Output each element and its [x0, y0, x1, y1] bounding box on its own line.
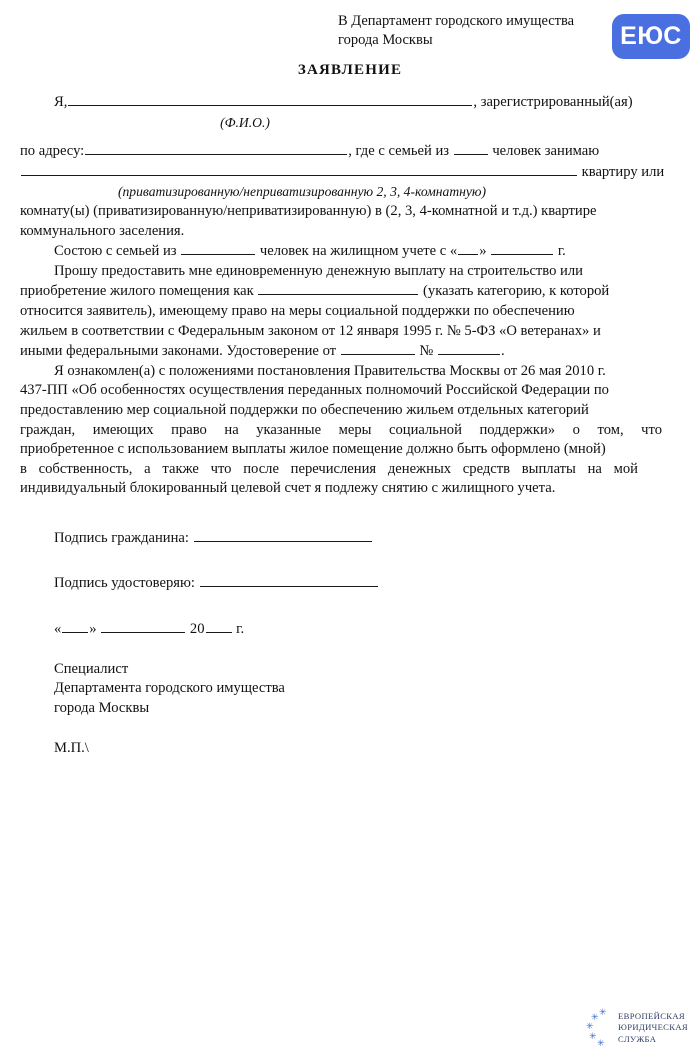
- registered-suffix: , зарегистрированный(ая): [473, 94, 633, 110]
- footer-line-3: СЛУЖБА: [618, 1033, 657, 1044]
- privatization-caption: (приватизированную/неприватизированную 2, 3, 4-комнатную): [117, 184, 487, 200]
- acknowledge-line-5: приобретенное с использованием выплаты жилое помещение должно быть оформлено (мной): [20, 441, 606, 458]
- registration-date-blank[interactable]: [491, 241, 553, 255]
- date-month-blank[interactable]: [101, 619, 185, 633]
- footer-line-2: ЮРИДИЧЕСКАЯ: [618, 1022, 688, 1033]
- certify-signature-row: [54, 573, 680, 594]
- request-line-1: Прошу предоставить мне единовременную денежную выплату на строительство или: [54, 262, 583, 279]
- request-line-4: жильем в соответствии с Федеральным законом от 12 января 1995 г. № 5-ФЗ «О ветеранах» и: [20, 322, 601, 339]
- applicant-name-line: [20, 92, 680, 113]
- request-line-3: относится заявитель), имеющему право на меры социальной поддержки по обеспечению: [20, 302, 575, 319]
- acknowledge-line-7: индивидуальный блокированный целевой счет я подлежу снятию с жилищного учета.: [20, 480, 556, 497]
- address-line: [20, 141, 680, 162]
- registration-year-suffix: г.: [557, 243, 566, 260]
- signature-block: [54, 528, 680, 640]
- apartment-type-blank[interactable]: [21, 162, 577, 176]
- address-label: по адресу:: [20, 143, 85, 160]
- stars-arc-icon: [586, 1008, 612, 1048]
- certificate-period: .: [500, 343, 505, 360]
- acknowledge-line-3: предоставлению мер социальной поддержки по обеспечению жильем отдельных категорий: [20, 401, 589, 418]
- apartment-type-line: [20, 162, 680, 183]
- acknowledge-line-2: 437-ПП «Об особенностях осуществления переданных полномочий Российской Федерации по: [20, 382, 609, 399]
- registration-day-blank[interactable]: [458, 241, 478, 255]
- star-icon-1: ✳: [599, 1007, 607, 1017]
- addressee-block: [338, 12, 588, 50]
- acknowledge-line-4: граждан, имеющих право на указанные меры социальной поддержки» о том, что: [20, 421, 662, 438]
- citizen-signature-label: Подпись гражданина:: [54, 529, 189, 546]
- request-line-5: [20, 341, 680, 362]
- date-year-prefix: 20: [189, 621, 205, 638]
- footer-line-1: ЕВРОПЕЙСКАЯ: [618, 1010, 686, 1021]
- request-category-suffix: (указать категорию, к которой: [423, 283, 610, 300]
- registration-prefix: Состою с семьей из: [54, 243, 177, 260]
- date-open-quote: «: [54, 621, 62, 638]
- certificate-prefix: иными федеральными законами. Удостоверение от: [20, 343, 337, 360]
- official-line-2: Департамента городского имущества: [54, 680, 285, 697]
- room-line: комнату(ы) (приватизированную/неприватизированную) в (2, 3, 4-комнатной и т.д.) квартире: [20, 202, 597, 219]
- star-icon-3: ✳: [586, 1021, 594, 1031]
- signature-date-row: [54, 619, 680, 640]
- official-block: [54, 660, 680, 759]
- certificate-number-blank[interactable]: [438, 341, 500, 355]
- addressee-line-1: В Департамент городского имущества: [338, 13, 575, 29]
- addressee-line-2: города Москвы: [338, 32, 433, 48]
- number-sign: №: [419, 343, 434, 360]
- date-year-blank[interactable]: [206, 619, 232, 633]
- communal-line: коммунального заселения.: [20, 222, 185, 239]
- date-day-blank[interactable]: [62, 619, 88, 633]
- pronoun-label: Я,: [54, 94, 68, 110]
- star-icon-5: ✳: [597, 1038, 605, 1048]
- acknowledge-line-1: Я ознакомлен(а) с положениями постановления Правительства Москвы от 26 мая 2010 г.: [54, 362, 606, 379]
- certify-signature-label: Подпись удостоверяю:: [54, 575, 195, 592]
- category-input-blank[interactable]: [258, 281, 418, 295]
- official-line-3: города Москвы: [54, 699, 150, 716]
- page-title: ЗАЯВЛЕНИЕ: [297, 62, 403, 78]
- eus-logo-badge: [612, 14, 690, 59]
- citizen-signature-row: [54, 528, 680, 549]
- star-icon-2: ✳: [591, 1012, 599, 1022]
- family-size-blank[interactable]: [454, 141, 488, 155]
- address-mid-text: , где с семьей из: [348, 143, 450, 160]
- date-year-suffix: г.: [236, 621, 245, 638]
- address-tail-text: человек занимаю: [492, 143, 600, 160]
- apartment-tail-text: квартиру или: [581, 163, 665, 180]
- stamp-marker: М.П.\: [54, 740, 89, 757]
- registration-quote-close: »: [479, 243, 487, 260]
- star-icon-4: ✳: [589, 1031, 597, 1041]
- request-category-prefix: приобретение жилого помещения как: [20, 283, 254, 300]
- eus-logo-text: ЕЮС: [620, 22, 682, 50]
- footer-brand-text: [618, 1011, 688, 1045]
- housing-registration-line: [20, 241, 680, 262]
- address-input-blank[interactable]: [85, 141, 347, 155]
- official-line-1: Специалист: [54, 660, 129, 677]
- fio-input-blank[interactable]: [68, 92, 472, 106]
- document-body: [20, 92, 680, 759]
- certificate-date-blank[interactable]: [341, 341, 415, 355]
- registration-family-blank[interactable]: [181, 241, 255, 255]
- fio-caption: (Ф.И.О.): [220, 114, 270, 130]
- certify-signature-blank[interactable]: [200, 573, 378, 587]
- acknowledge-line-6: в собственность, а также что после перечисления денежных средств выплаты на мой: [20, 460, 638, 477]
- footer-brand-logo: [586, 1008, 688, 1048]
- citizen-signature-blank[interactable]: [194, 528, 372, 542]
- registration-mid: человек на жилищном учете с «: [259, 243, 458, 260]
- date-close-quote: »: [89, 621, 97, 638]
- request-line-2: [20, 281, 680, 302]
